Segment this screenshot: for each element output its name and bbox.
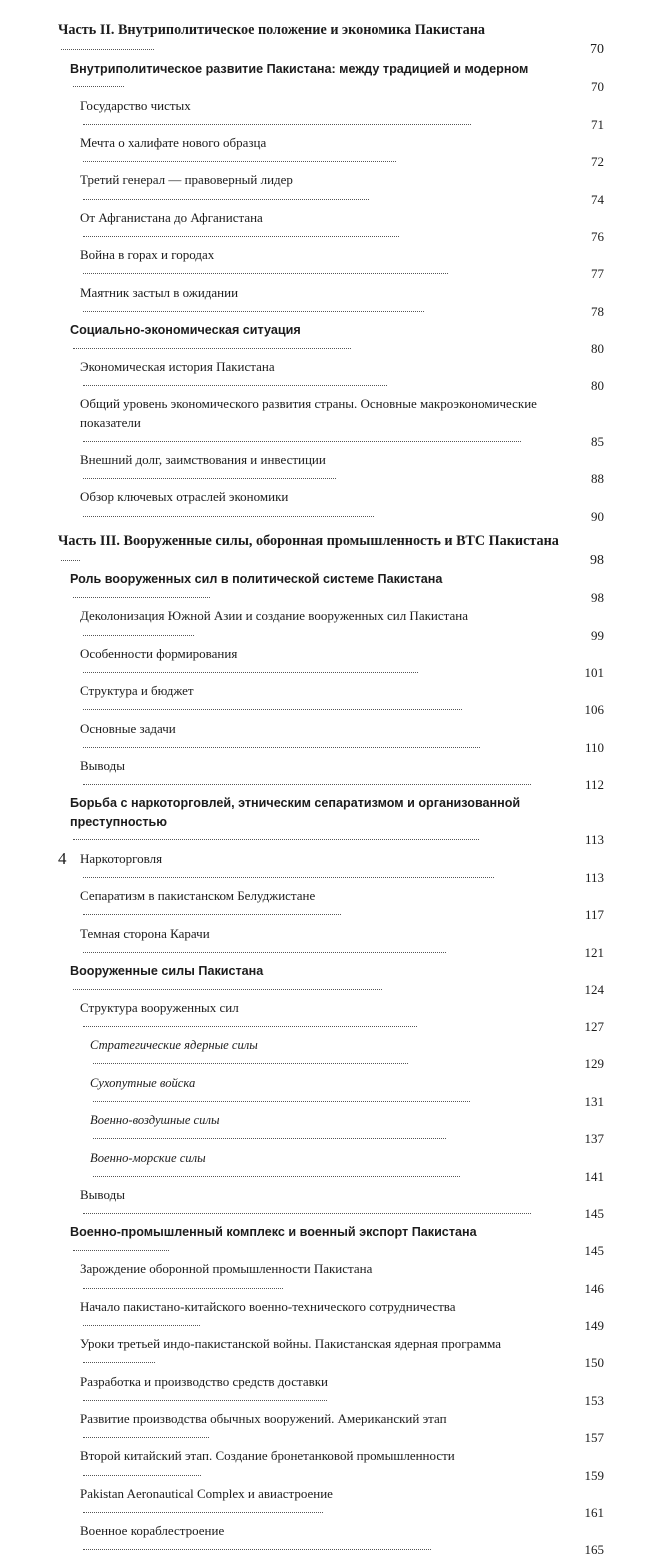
toc-entry-page: 90 (591, 508, 604, 524)
toc-entry-page: 150 (584, 1355, 604, 1371)
toc-entry-sub (58, 1260, 604, 1297)
toc-entry-page: 157 (584, 1430, 604, 1446)
leader-dots (73, 827, 479, 841)
toc-entry-page: 72 (591, 154, 604, 170)
toc-entry-title: Стратегические ядерные силы (90, 1038, 258, 1053)
toc-entry-page: 146 (584, 1280, 604, 1296)
toc-entry-title: Маятник застыл в ожидании (80, 284, 239, 300)
toc-entry-part (58, 532, 604, 571)
leader-dots (83, 428, 521, 442)
leader-dots (83, 186, 369, 200)
toc-entry-sub (58, 887, 604, 924)
leader-dots (83, 1424, 209, 1438)
toc-entry-sub (58, 645, 604, 682)
toc-entry-title: Роль вооруженных сил в политической системе Пакистана (70, 572, 443, 587)
toc-entry-title: Темная сторона Карачи (80, 925, 210, 941)
toc-entry-subsub (58, 1111, 604, 1148)
toc-entry-sub (58, 488, 604, 525)
toc-entry-sub (58, 97, 604, 134)
toc-entry-title: Военное кораблестроение (80, 1523, 225, 1539)
toc-entry-sub (58, 451, 604, 488)
leader-dots (73, 335, 351, 349)
toc-entry-title: Часть III. Вооруженные силы, оборонная промышленность и ВТС Пакистана (58, 532, 559, 549)
leader-dots (83, 622, 194, 636)
toc-entry-section (58, 962, 604, 999)
toc-entry-sub (58, 1298, 604, 1335)
toc-entry-page: 99 (591, 627, 604, 643)
toc-entry-sub (58, 925, 604, 962)
toc-entry-title: Военно-воздушные силы (90, 1113, 220, 1128)
toc-entry-title: Наркоторговля (80, 850, 163, 866)
toc-entry-title: Сухопутные войска (90, 1075, 196, 1090)
leader-dots (83, 864, 494, 878)
table-of-contents (58, 21, 604, 1560)
leader-dots (83, 111, 471, 125)
leader-dots (93, 1051, 408, 1065)
leader-dots (83, 939, 446, 953)
leader-dots (83, 148, 396, 162)
leader-dots (83, 298, 424, 312)
toc-entry-title: Социально-экономическая ситуация (70, 323, 301, 338)
toc-entry-page: 85 (591, 433, 604, 449)
toc-entry-sub (58, 1410, 604, 1447)
toc-entry-title: Развитие производства обычных вооружений. Американский этап (80, 1410, 447, 1426)
toc-entry-section (58, 1223, 604, 1260)
toc-entry-title: Вооруженные силы Пакистана (70, 963, 264, 978)
toc-entry-page: 113 (584, 869, 604, 885)
toc-entry-title: Второй китайский этап. Создание бронетанковой промышленности (80, 1448, 455, 1464)
toc-entry-title: Военно-морские силы (90, 1150, 206, 1165)
toc-entry-section (58, 570, 604, 607)
toc-entry-page: 71 (591, 116, 604, 132)
toc-entry-page: 161 (584, 1504, 604, 1520)
toc-entry-sub (58, 999, 604, 1036)
toc-entry-sub (58, 358, 604, 395)
toc-entry-page: 121 (584, 944, 604, 960)
toc-entry-title: Третий генерал — правоверный лидер (80, 172, 293, 188)
toc-entry-section (58, 794, 604, 849)
toc-entry-sub (58, 284, 604, 321)
toc-entry-page: 137 (584, 1131, 604, 1147)
toc-entry-page: 80 (591, 340, 604, 356)
toc-entry-page: 165 (584, 1542, 604, 1558)
toc-entry-subsub (58, 1074, 604, 1111)
toc-entry-title: Pakistan Aeronautical Complex и авиастроение (80, 1485, 333, 1501)
leader-dots (93, 1088, 470, 1102)
leader-dots (83, 1499, 323, 1513)
leader-dots (83, 1462, 201, 1476)
toc-entry-sub (58, 1335, 604, 1372)
toc-entry-title: Структура и бюджет (80, 683, 194, 699)
toc-entry-sub (58, 246, 604, 283)
toc-entry-title: Выводы (80, 758, 125, 774)
toc-entry-page: 76 (591, 229, 604, 245)
leader-dots (83, 1349, 155, 1363)
toc-entry-page: 74 (591, 191, 604, 207)
toc-entry-title: Военно-промышленный комплекс и военный экспорт Пакистана (70, 1225, 477, 1240)
leader-dots (83, 1275, 283, 1289)
toc-entry-sub (58, 395, 604, 451)
toc-entry-sub (58, 1485, 604, 1522)
toc-entry-title: Общий уровень экономического развития страны. Основные макроэкономические показатели (80, 396, 537, 430)
leader-dots (83, 503, 374, 517)
toc-entry-page: 106 (584, 702, 604, 718)
leader-dots (73, 74, 124, 88)
toc-entry-subsub (58, 1036, 604, 1073)
toc-entry-title: Сепаратизм в пакистанском Белуджистане (80, 888, 316, 904)
toc-entry-title: Борьба с наркоторговлей, этническим сепаратизмом и организованной преступностью (70, 796, 521, 829)
toc-entry-page: 78 (591, 303, 604, 319)
toc-entry-page: 141 (584, 1168, 604, 1184)
toc-entry-title: Часть II. Внутриполитическое положение и экономика Пакистана (58, 22, 485, 38)
toc-entry-page: 153 (584, 1392, 604, 1408)
toc-entry-section (58, 321, 604, 358)
toc-entry-sub (58, 1373, 604, 1410)
toc-entry-page: 98 (591, 590, 604, 606)
leader-dots (83, 659, 418, 673)
page-number-folio: 4 (58, 849, 67, 868)
leader-dots (83, 1387, 327, 1401)
toc-entry-title: Экономическая история Пакистана (80, 359, 275, 375)
leader-dots (83, 223, 399, 237)
toc-entry-page: 70 (591, 79, 604, 95)
toc-entry-page: 127 (584, 1019, 604, 1035)
toc-entry-page: 112 (584, 777, 604, 793)
toc-entry-page: 159 (584, 1467, 604, 1483)
leader-dots (83, 734, 480, 748)
toc-entry-sub (58, 850, 604, 887)
toc-entry-page: 145 (584, 1243, 604, 1259)
toc-entry-title: Обзор ключевых отраслей экономики (80, 489, 289, 505)
leader-dots (83, 465, 336, 479)
toc-entry-page: 145 (584, 1206, 604, 1222)
toc-entry-title: Выводы (80, 1186, 125, 1202)
toc-entry-page: 131 (584, 1093, 604, 1109)
toc-entry-title: Внутриполитическое развитие Пакистана: между традицией и модерном (70, 61, 529, 76)
toc-entry-sub (58, 757, 604, 794)
toc-entry-sub (58, 682, 604, 719)
toc-entry-title: Особенности формирования (80, 645, 238, 661)
toc-entry-page: 129 (584, 1056, 604, 1072)
toc-entry-title: Основные задачи (80, 720, 176, 736)
toc-entry-sub (58, 720, 604, 757)
toc-entry-title: От Афганистана до Афганистана (80, 209, 263, 225)
toc-entry-title: Война в горах и городах (80, 247, 215, 263)
toc-entry-title: Государство чистых (80, 97, 191, 113)
toc-entry-sub (58, 1186, 604, 1223)
toc-entry-page: 149 (584, 1317, 604, 1333)
toc-entry-title: Начало пакистано-китайского военно-технического сотрудничества (80, 1298, 456, 1314)
toc-entry-page: 117 (584, 907, 604, 923)
toc-entry-page: 124 (584, 981, 604, 997)
toc-entry-part (58, 21, 604, 60)
leader-dots (83, 1013, 417, 1027)
leader-dots (83, 260, 448, 274)
leader-dots (83, 1312, 200, 1326)
toc-entry-sub (58, 1522, 604, 1559)
toc-entry-title: Деколонизация Южной Азии и создание вооруженных сил Пакистана (80, 608, 468, 624)
toc-entry-page: 80 (591, 378, 604, 394)
leader-dots (93, 1163, 460, 1177)
leader-dots (73, 976, 382, 990)
leader-dots (73, 585, 210, 599)
toc-entry-page: 70 (590, 42, 604, 58)
leader-dots (83, 771, 531, 785)
leader-dots (83, 1200, 531, 1214)
toc-entry-section (58, 60, 604, 97)
toc-entry-page: 88 (591, 471, 604, 487)
leader-dots (83, 1536, 431, 1550)
toc-entry-subsub (58, 1149, 604, 1186)
toc-entry-page: 101 (584, 665, 604, 681)
toc-entry-page: 77 (591, 266, 604, 282)
toc-entry-sub (58, 209, 604, 246)
toc-entry-sub (58, 171, 604, 208)
toc-entry-title: Структура вооруженных сил (80, 999, 239, 1015)
toc-entry-title: Зарождение оборонной промышленности Пакистана (80, 1261, 373, 1277)
leader-dots (83, 696, 462, 710)
toc-entry-title: Уроки третьей индо-пакистанской войны. Пакистанская ядерная программа (80, 1336, 501, 1352)
toc-entry-sub (58, 134, 604, 171)
leader-dots (61, 35, 154, 50)
toc-entry-title: Мечта о халифате нового образца (80, 135, 267, 150)
toc-entry-page: 98 (590, 553, 604, 569)
toc-entry-page: 110 (584, 739, 604, 755)
toc-entry-title: Разработка и производство средств доставки (80, 1373, 329, 1389)
toc-entry-title: Внешний долг, заимствования и инвестиции (80, 452, 326, 468)
leader-dots (61, 546, 80, 561)
toc-entry-sub (58, 1447, 604, 1484)
toc-entry-sub (58, 607, 604, 644)
leader-dots (83, 901, 341, 915)
toc-entry-page: 113 (584, 832, 604, 848)
leader-dots (93, 1126, 446, 1140)
leader-dots (83, 372, 387, 386)
leader-dots (73, 1238, 169, 1252)
